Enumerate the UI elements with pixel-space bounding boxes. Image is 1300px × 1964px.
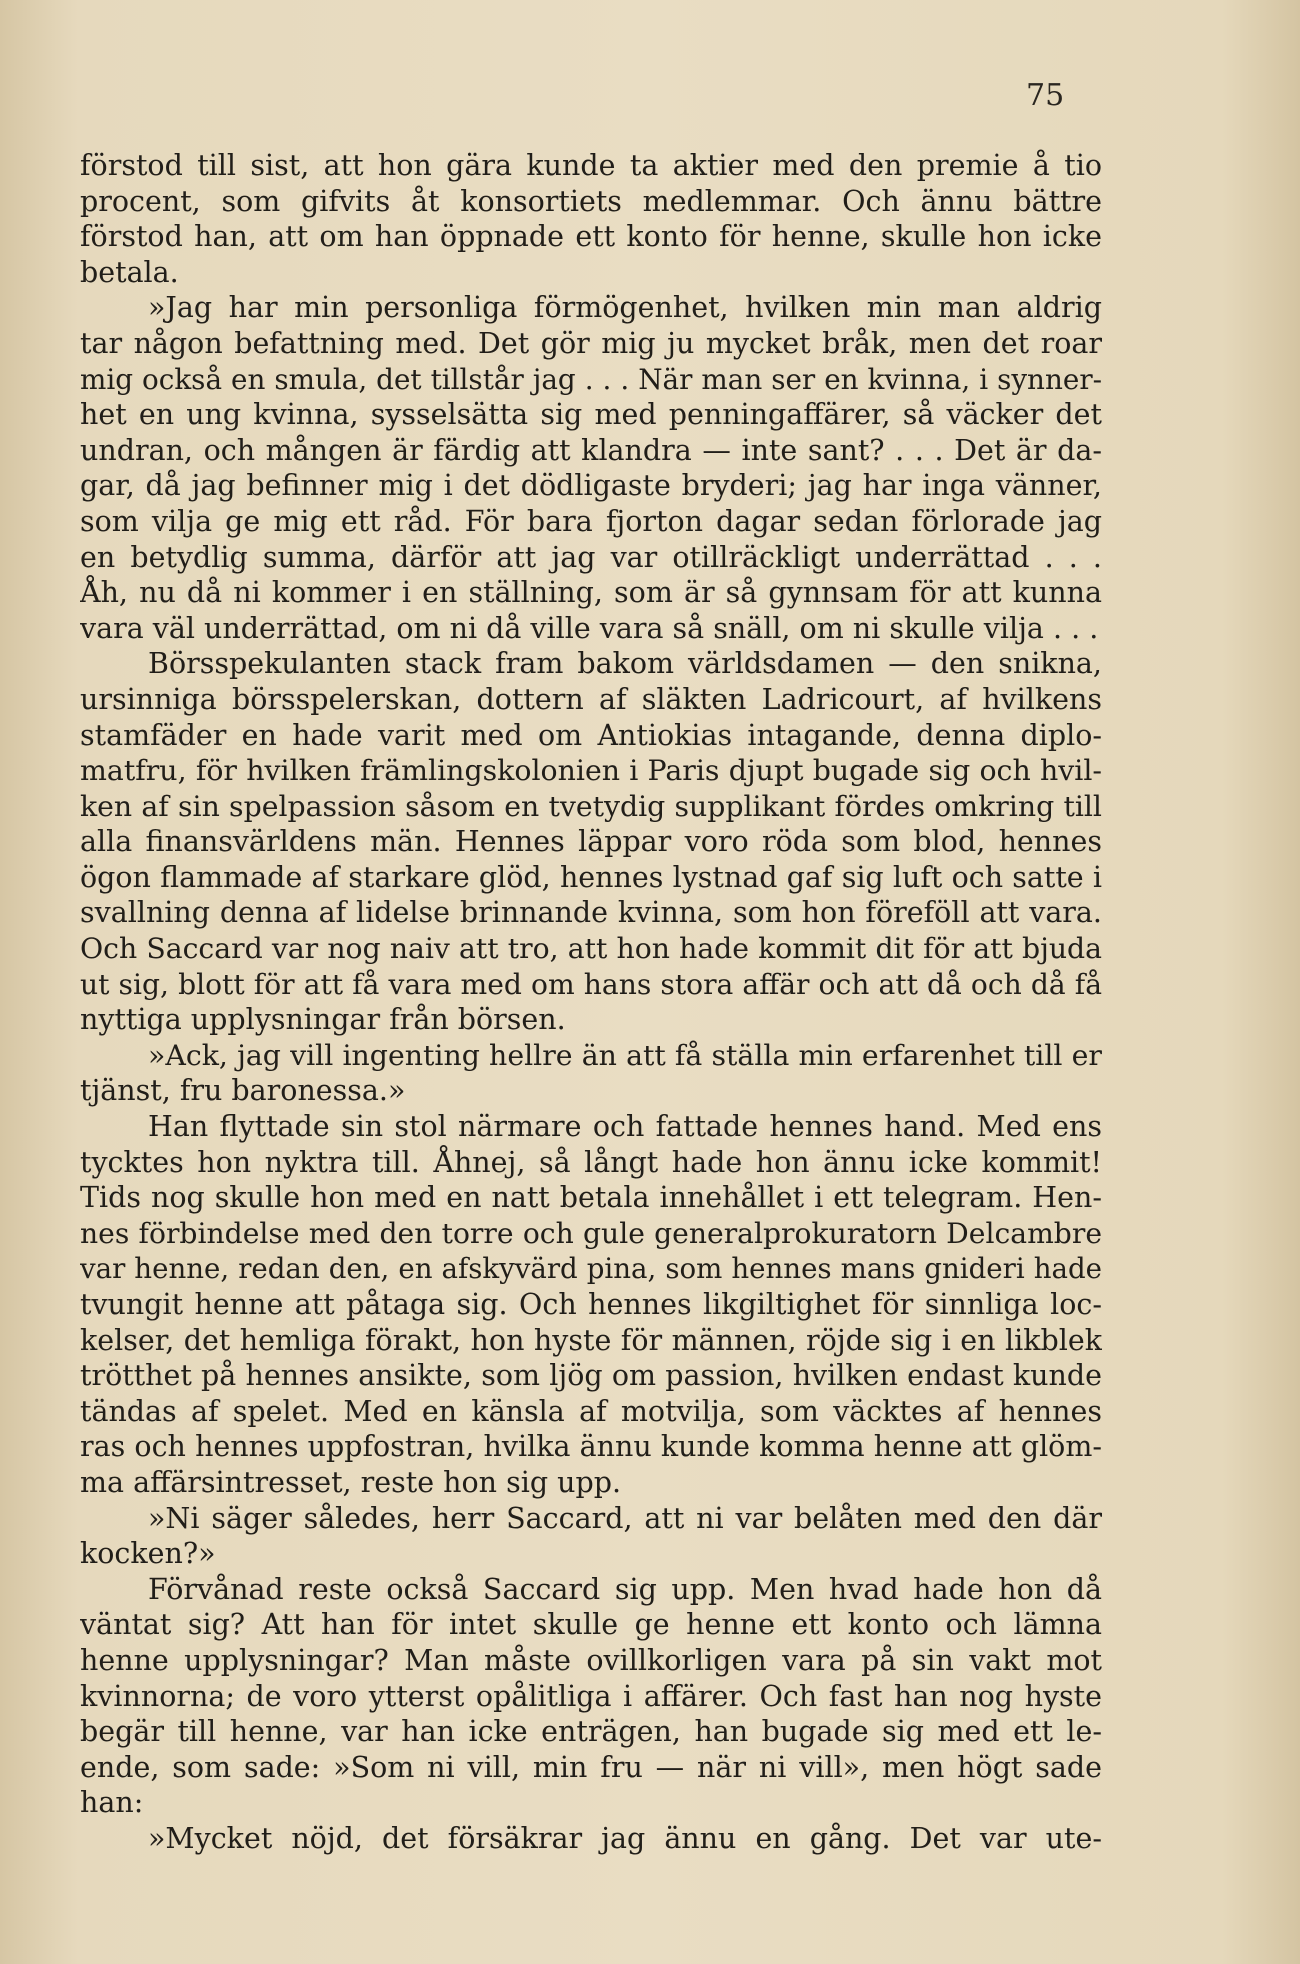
text-line: Åh, nu då ni kommer i en ställning, som är så gynnsam för att kunna xyxy=(80,576,1102,610)
text-line: ma affärsintresset, reste hon sig upp. xyxy=(80,1465,622,1499)
text-line: kocken?» xyxy=(80,1537,216,1571)
text-line: tändas af spelet. Med en känsla af motvilja, som väcktes af hennes xyxy=(80,1394,1102,1428)
text-line: nes förbindelse med den torre och gule generalprokuratorn Delcambre xyxy=(80,1216,1102,1250)
text-line: gar, då jag befinner mig i det dödligaste bryderi; jag har inga vänner, xyxy=(80,469,1102,503)
text-line: ögon flammade af starkare glöd, hennes lystnad gaf sig luft och satte i xyxy=(80,860,1102,894)
text-line: betala. xyxy=(80,255,179,289)
text-line: tar någon befattning med. Det gör mig ju mycket bråk, men det roar xyxy=(80,326,1102,360)
text-line: ras och hennes uppfostran, hvilka ännu kunde komma henne att glöm- xyxy=(80,1430,1102,1464)
text-line: förstod han, att om han öppnade ett konto för henne, skulle hon icke xyxy=(80,220,1102,254)
text-line: som vilja ge mig ett råd. För bara fjorton dagar sedan förlorade jag xyxy=(80,504,1102,538)
text-line: trötthet på hennes ansikte, som ljög om passion, hvilken endast kunde xyxy=(80,1359,1102,1393)
text-line: mig också en smula, det tillstår jag . . . När man ser en kvinna, i synner- xyxy=(80,362,1102,396)
text-line: »Mycket nöjd, det försäkrar jag ännu en gång. Det var ute- xyxy=(148,1821,1102,1855)
text-line: begär till henne, var han icke enträgen, han bugade sig med ett le- xyxy=(80,1715,1102,1749)
text-line: ursinniga börsspelerskan, dottern af släkten Ladricourt, af hvilkens xyxy=(80,682,1102,716)
text-line: Tids nog skulle hon med en natt betala innehållet i ett telegram. Hen- xyxy=(80,1181,1102,1215)
body-text xyxy=(80,148,1102,1857)
text-line: het en ung kvinna, sysselsätta sig med penningaffärer, så väcker det xyxy=(80,398,1102,432)
text-line: Förvånad reste också Saccard sig upp. Men hvad hade hon då xyxy=(148,1572,1102,1606)
text-line: Han flyttade sin stol närmare och fattade hennes hand. Med ens xyxy=(148,1110,1102,1144)
text-line: Och Saccard var nog naiv att tro, att hon hade kommit dit för att bjuda xyxy=(80,932,1102,966)
text-line: tvungit henne att påtaga sig. Och hennes likgiltighet för sinnliga loc- xyxy=(80,1288,1102,1321)
text-line: undran, och mången är färdig att klandra — inte sant? . . . Det är da- xyxy=(80,433,1102,467)
text-line: kelser, det hemliga förakt, hon hyste för männen, röjde sig i en likblek xyxy=(80,1323,1102,1357)
text-line: »Jag har min personliga förmögenhet, hvilken min man aldrig xyxy=(148,291,1102,325)
text-line: nyttiga upplysningar från börsen. xyxy=(80,1003,566,1037)
text-line: vara väl underrättad, om ni då ville vara så snäll, om ni skulle vilja . . . xyxy=(80,611,1099,645)
text-line: ken af sin spelpassion såsom en tvetydig supplikant fördes omkring till xyxy=(80,789,1102,823)
text-line: en betydlig summa, därför att jag var otillräckligt underrättad . . . xyxy=(80,540,1102,574)
text-line: han: xyxy=(80,1786,144,1820)
text-line: ut sig, blott för att få vara med om hans stora affär och att då och då få xyxy=(80,967,1102,1001)
text-line: Börsspekulanten stack fram bakom världsdamen — den snikna, xyxy=(148,647,1102,681)
text-line: svallning denna af lidelse brinnande kvinna, som hon föreföll att vara. xyxy=(80,896,1102,930)
text-line: matfru, för hvilken främlingskolonien i Paris djupt bugade sig och hvil- xyxy=(80,754,1102,788)
text-line: tjänst, fru baronessa.» xyxy=(80,1074,406,1108)
text-line: henne upplysningar? Man måste ovillkorligen vara på sin vakt mot xyxy=(80,1643,1102,1677)
text-line: väntat sig? Att han för intet skulle ge henne ett konto och lämna xyxy=(80,1608,1102,1642)
page-number: 75 xyxy=(1026,78,1065,113)
text-line: stamfäder en hade varit med om Antiokias intagande, denna diplo- xyxy=(80,718,1102,752)
text-line: »Ack, jag vill ingenting hellre än att få ställa min erfarenhet till er xyxy=(148,1038,1102,1072)
text-line: kvinnorna; de voro ytterst opålitliga i affärer. Och fast han nog hyste xyxy=(80,1679,1102,1713)
text-line: tycktes hon nyktra till. Åhnej, så långt hade hon ännu icke kommit! xyxy=(80,1145,1102,1179)
text-line: alla finansvärldens män. Hennes läppar voro röda som blod, hennes xyxy=(80,825,1102,859)
text-line: »Ni säger således, herr Saccard, att ni var belåten med den där xyxy=(148,1501,1102,1535)
text-line: procent, som gifvits åt konsortiets medlemmar. Och ännu bättre xyxy=(80,184,1102,218)
text-line: förstod till sist, att hon gära kunde ta aktier med den premie å tio xyxy=(80,149,1102,182)
text-line: var henne, redan den, en afskyvärd pina, som hennes mans gnideri hade xyxy=(80,1252,1102,1286)
text-line: ende, som sade: »Som ni vill, min fru — när ni vill», men högt sade xyxy=(80,1750,1102,1784)
